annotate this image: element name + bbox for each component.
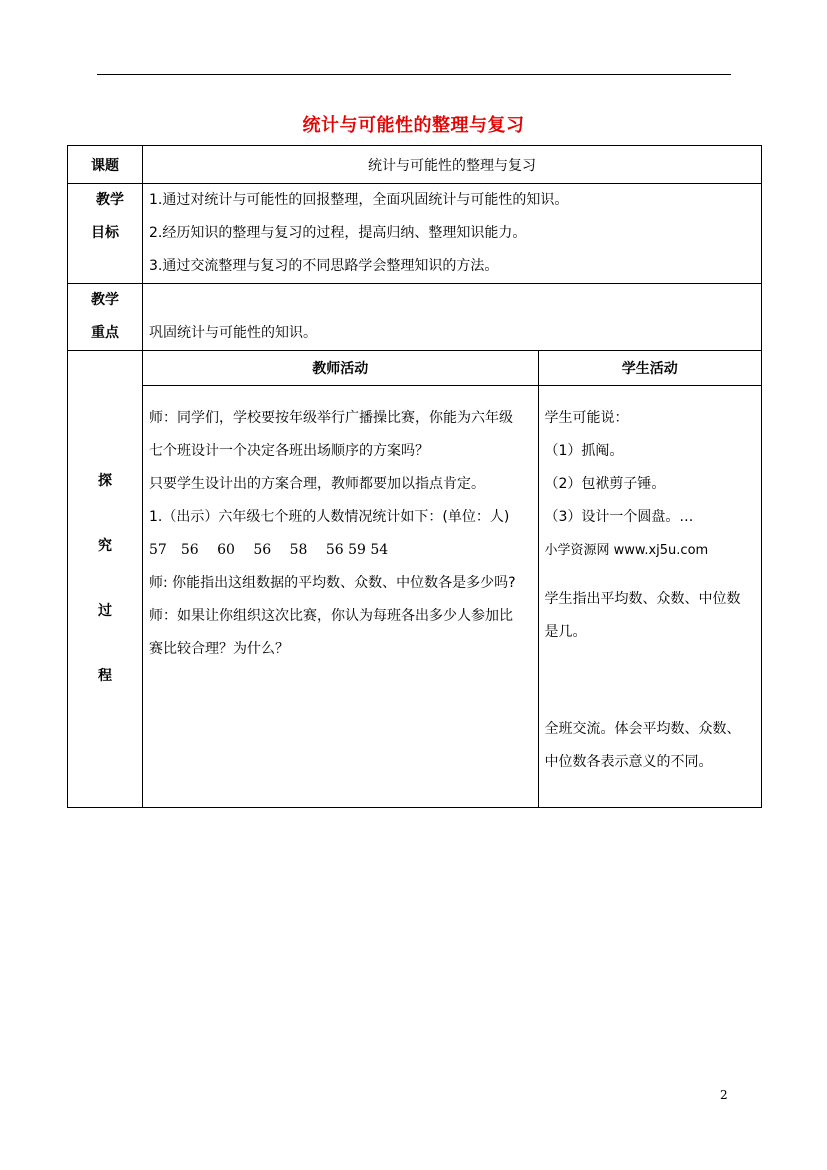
- focus-label-line1: 教学: [91, 292, 119, 308]
- topic-value: 统计与可能性的整理与复习: [143, 146, 762, 184]
- student-line-8: 全班交流。体会平均数、众数、: [544, 721, 741, 737]
- goal-item-1: 1.通过对统计与可能性的回报整理，全面巩固统计与可能性的知识。: [149, 192, 569, 208]
- student-line-6: 学生指出平均数、众数、中位数: [544, 591, 741, 607]
- topic-row: [68, 146, 762, 184]
- student-line-2: （1）抓阄。: [544, 443, 624, 459]
- process-label-char-3: 过: [98, 603, 112, 619]
- teacher-line-5: 57 56 60 56 58 56 59 54: [149, 542, 389, 558]
- teacher-line-2: 七个班设计一个决定各班出场顺序的方案吗？: [149, 443, 429, 459]
- activities-body-row: [143, 386, 761, 808]
- goals-label-line2: 目标: [91, 225, 119, 241]
- focus-cell: [143, 284, 762, 351]
- teacher-line-6: 师: 你能指出这组数据的平均数、众数、中位数各是多少吗?: [149, 575, 516, 591]
- process-label-char-4: 程: [98, 668, 112, 684]
- activities-table: [143, 351, 761, 807]
- goal-item-3: 3.通过交流整理与复习的不同思路学会整理知识的方法。: [149, 258, 499, 274]
- student-line-9: 中位数各表示意义的不同。: [544, 754, 713, 770]
- process-label-char-1: 探: [98, 473, 112, 489]
- teacher-activity-cell: [143, 386, 538, 808]
- document-title: 统计与可能性的整理与复习: [302, 115, 525, 136]
- goals-label-line1: 教学: [96, 192, 124, 208]
- process-label: [68, 351, 143, 808]
- focus-row: [68, 284, 762, 351]
- teacher-line-8: 赛比较合理？为什么？: [149, 641, 289, 657]
- page-number: 2: [720, 1088, 728, 1102]
- teacher-line-1: 师：同学们，学校要按年级举行广播操比赛，你能为六年级: [149, 410, 513, 426]
- header-rule: [97, 74, 731, 75]
- focus-label-line2: 重点: [91, 325, 119, 341]
- teacher-line-7: 师：如果让你组织这次比赛，你认为每班各出多少人参加比: [149, 608, 513, 624]
- goals-cell: [143, 184, 762, 284]
- student-line-5: 小学资源网 www.xj5u.com: [544, 543, 709, 558]
- goals-row: [68, 184, 762, 284]
- student-line-4: （3）设计一个圆盘。…: [544, 509, 694, 525]
- topic-label: 课题: [68, 146, 143, 184]
- focus-value: 巩固统计与可能性的知识。: [149, 325, 317, 341]
- student-line-3: （2）包袱剪子锤。: [544, 476, 666, 492]
- process-row: [68, 351, 762, 808]
- process-cell: [143, 351, 762, 808]
- process-label-char-2: 究: [98, 538, 112, 554]
- teacher-activity-header: 教师活动: [143, 351, 538, 386]
- student-line-7: 是几。: [544, 624, 587, 640]
- activities-header-row: [143, 351, 761, 386]
- student-line-1: 学生可能说：: [544, 410, 629, 426]
- focus-label: [68, 284, 143, 351]
- student-activity-cell: [538, 386, 761, 808]
- student-activity-header: 学生活动: [538, 351, 761, 386]
- goal-item-2: 2.经历知识的整理与复习的过程，提高归纳、整理知识能力。: [149, 225, 527, 241]
- lesson-plan-table: [67, 145, 762, 808]
- goals-label: [68, 184, 143, 284]
- teacher-line-3: 只要学生设计出的方案合理，教师都要加以指点肯定。: [149, 476, 485, 492]
- teacher-line-4: 1.（出示）六年级七个班的人数情况统计如下：(单位：人): [149, 509, 510, 525]
